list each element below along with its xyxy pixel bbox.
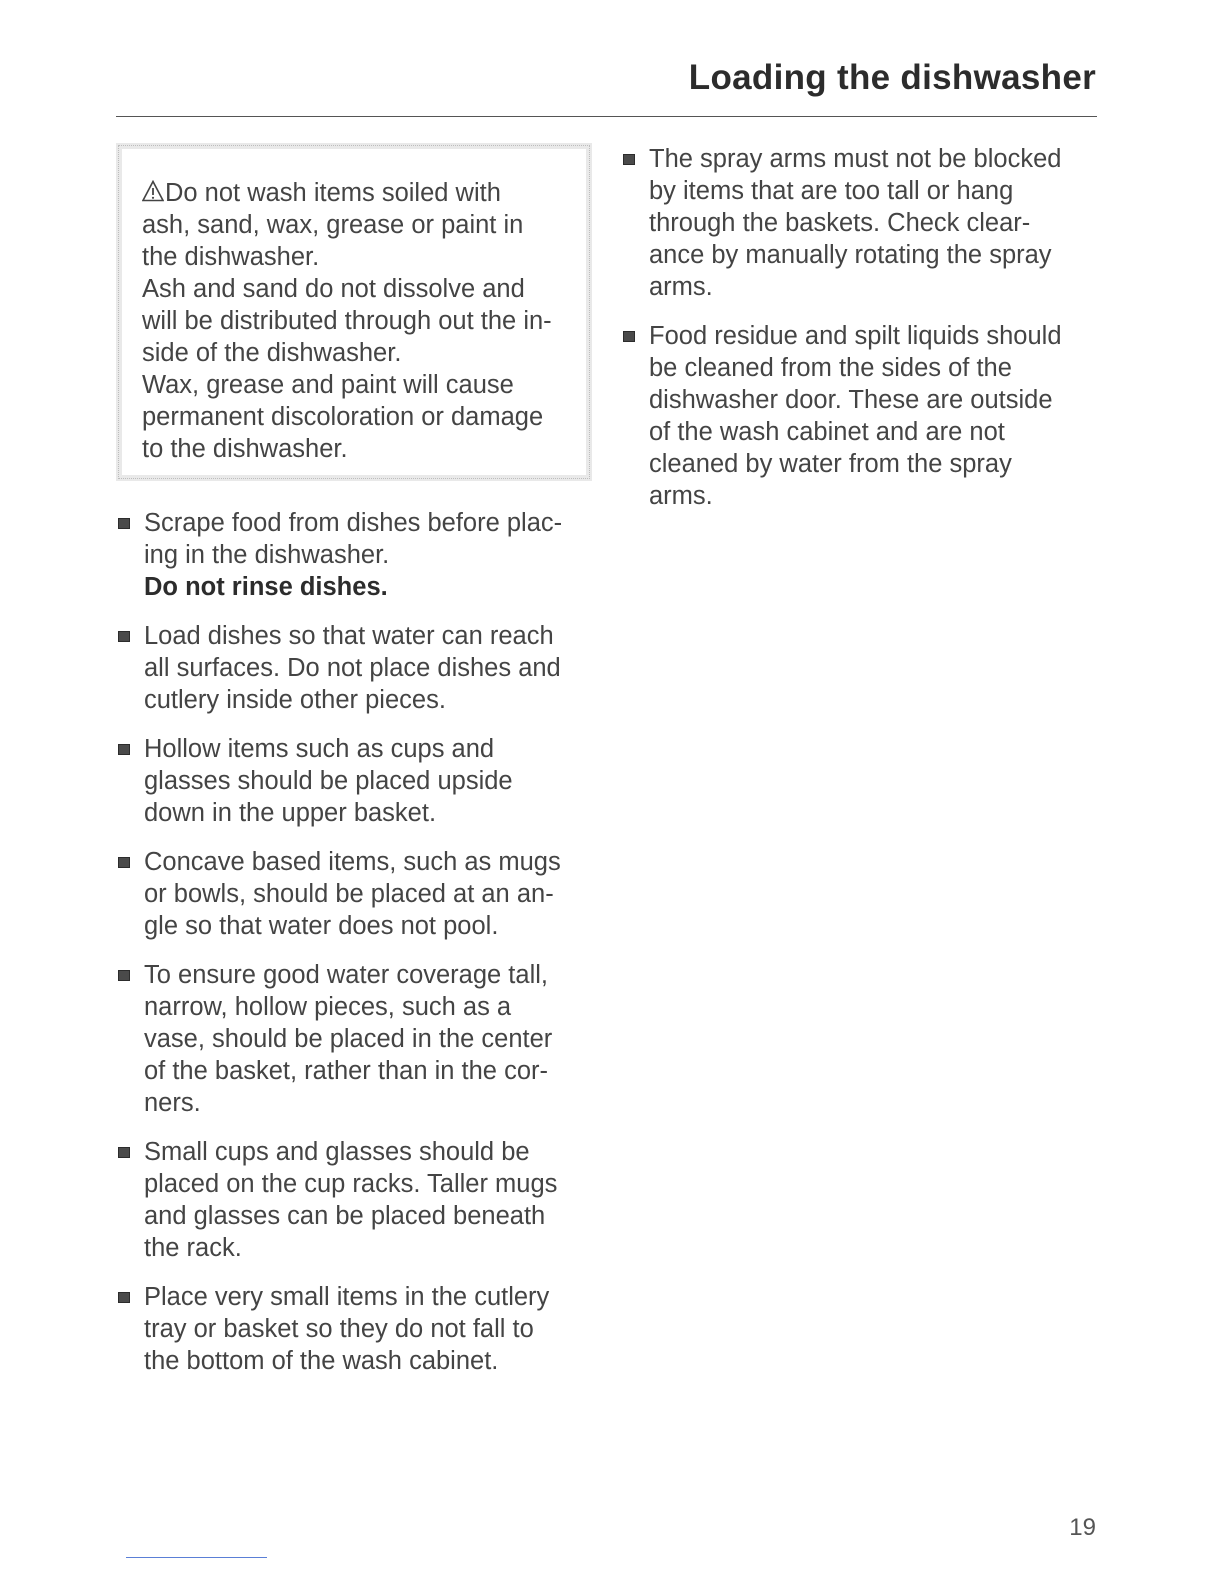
bullet-square-icon	[118, 518, 130, 529]
list-item-line: down in the upper basket.	[144, 799, 437, 827]
list-item-line: Load dishes so that water can reach	[144, 622, 554, 650]
list-item-line: the bottom of the wash cabinet.	[144, 1347, 499, 1375]
list-item-line: Food residue and spilt liquids should	[649, 322, 1062, 350]
list-item-line: cleaned by water from the spray	[649, 450, 1012, 478]
list-item-line: The spray arms must not be blocked	[649, 145, 1062, 173]
list-item-line: cutlery inside other pieces.	[144, 686, 446, 714]
list-item-line: all surfaces. Do not place dishes and	[144, 654, 561, 682]
list-item-line: of the wash cabinet and are not	[649, 418, 1005, 446]
warning-line: will be distributed through out the in-	[142, 307, 552, 335]
header-divider	[116, 116, 1097, 117]
list-item-line: To ensure good water coverage tall,	[144, 961, 548, 989]
warning-line: to the dishwasher.	[142, 435, 348, 463]
list-item-line: or bowls, should be placed at an an-	[144, 880, 554, 908]
list-item-line: placed on the cup racks. Taller mugs	[144, 1170, 558, 1198]
bullet-square-icon	[623, 331, 635, 342]
list-item-line: vase, should be placed in the center	[144, 1025, 553, 1053]
list-item-line: arms.	[649, 273, 713, 301]
list-item-line: Hollow items such as cups and	[144, 735, 495, 763]
list-item-line: Concave based items, such as mugs	[144, 848, 561, 876]
left-column	[116, 143, 596, 1394]
list-item	[116, 1136, 596, 1264]
warning-line-text: Do not wash items soiled with	[165, 179, 501, 207]
list-item	[621, 143, 1097, 303]
list-item-line: ance by manually rotating the spray	[649, 241, 1052, 269]
list-item-line: Small cups and glasses should be	[144, 1138, 530, 1166]
list-item	[116, 620, 596, 716]
list-item-line: Place very small items in the cutlery	[144, 1283, 550, 1311]
warning-line: ash, sand, wax, grease or paint in	[142, 211, 524, 239]
list-item	[116, 507, 596, 603]
list-item-line: be cleaned from the sides of the	[649, 354, 1012, 382]
list-item	[116, 733, 596, 829]
bullet-square-icon	[118, 744, 130, 755]
list-item-line: the rack.	[144, 1234, 242, 1262]
list-item	[116, 846, 596, 942]
warning-box	[116, 143, 592, 481]
warning-line: Ash and sand do not dissolve and	[142, 275, 525, 303]
page-title: Loading the dishwasher	[688, 58, 1096, 97]
bullet-square-icon	[118, 970, 130, 981]
list-item-line: arms.	[649, 482, 713, 510]
warning-line	[142, 177, 564, 209]
list-item	[116, 1281, 596, 1377]
list-item-line: Scrape food from dishes before plac-	[144, 509, 563, 537]
right-column	[621, 143, 1097, 529]
list-item-line: tray or basket so they do not fall to	[144, 1315, 534, 1343]
bullet-square-icon	[623, 154, 635, 165]
list-item-line: narrow, hollow pieces, such as a	[144, 993, 512, 1021]
warning-line: permanent discoloration or damage	[142, 403, 544, 431]
right-bullet-list	[621, 143, 1097, 512]
list-item-line: of the basket, rather than in the cor-	[144, 1057, 548, 1085]
warning-line: the dishwasher.	[142, 243, 320, 271]
bullet-square-icon	[118, 1147, 130, 1158]
list-item-line: and glasses can be placed beneath	[144, 1202, 546, 1230]
list-item-line: gle so that water does not pool.	[144, 912, 499, 940]
warning-line: Wax, grease and paint will cause	[142, 371, 514, 399]
left-bullet-list	[116, 507, 596, 1377]
list-item-line: dishwasher door. These are outside	[649, 386, 1053, 414]
page-number: 19	[1069, 1514, 1096, 1541]
bullet-square-icon	[118, 1292, 130, 1303]
warning-line: side of the dishwasher.	[142, 339, 402, 367]
list-item-emphasis: Do not rinse dishes.	[144, 573, 388, 601]
list-item-line: glasses should be placed upside	[144, 767, 513, 795]
bullet-square-icon	[118, 631, 130, 642]
list-item-line: ing in the dishwasher.	[144, 541, 390, 569]
footer-divider	[126, 1557, 267, 1558]
list-item	[621, 320, 1097, 512]
warning-triangle-icon	[142, 180, 164, 202]
list-item-line: by items that are too tall or hang	[649, 177, 1014, 205]
list-item	[116, 959, 596, 1119]
list-item-line: ners.	[144, 1089, 201, 1117]
bullet-square-icon	[118, 857, 130, 868]
list-item-line: through the baskets. Check clear-	[649, 209, 1031, 237]
